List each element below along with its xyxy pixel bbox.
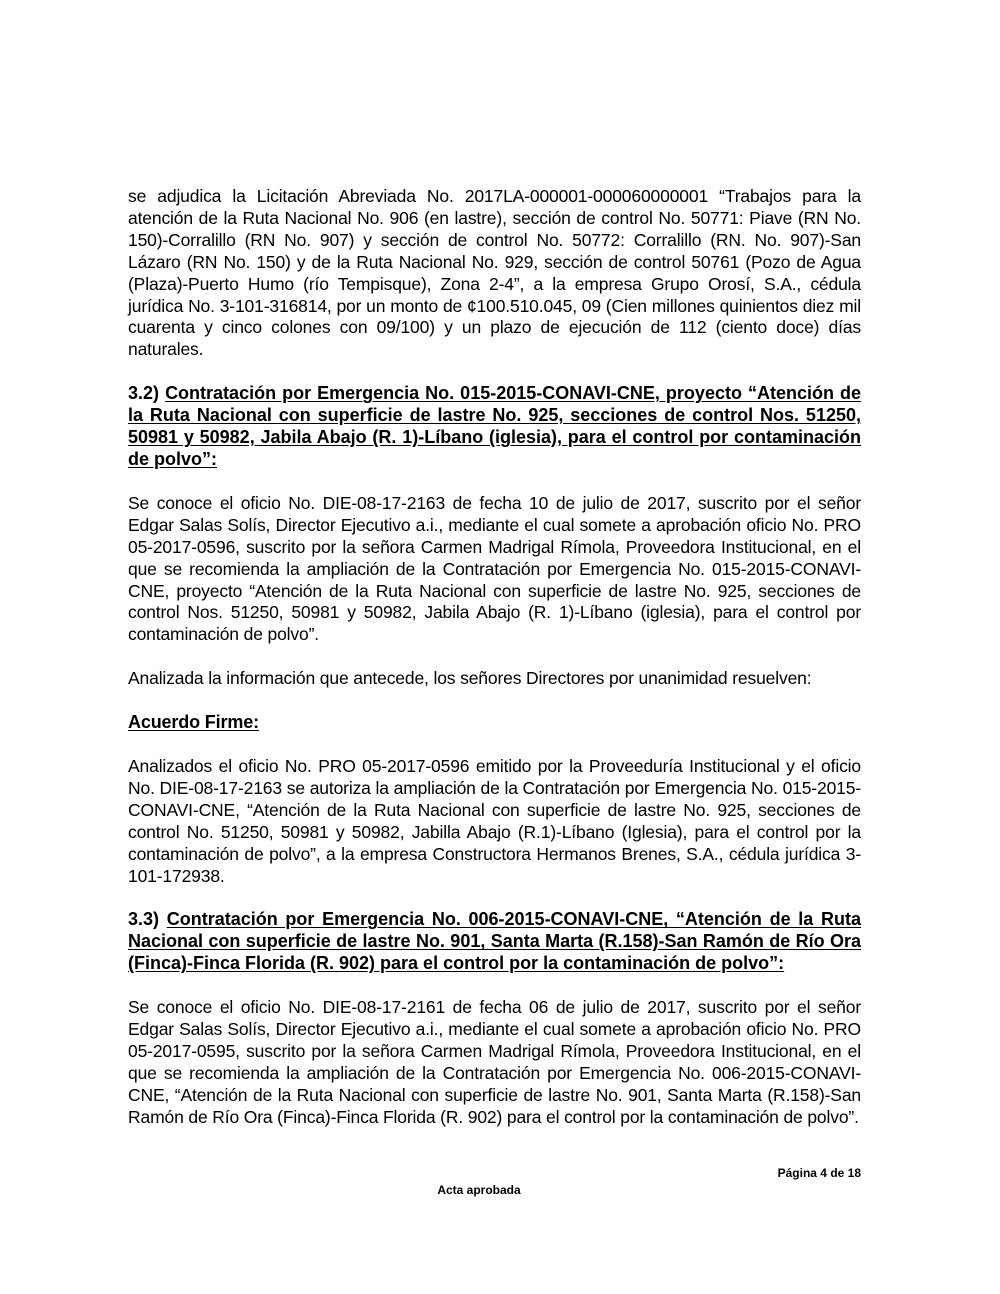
section-number: 3.3) [128,909,160,930]
paragraph-oficio-2163: Se conoce el oficio No. DIE-08-17-2163 de fecha 10 de julio de 2017, suscrito por el señor Edgar Salas Solís, Director Ejecutivo a.i., mediante el cual somete a aprobación oficio No. PRO 05-2017-0596, suscrito por la señora Carmen Madrigal Rímola, Proveedora Institucional, en el que se recomienda la ampliación de la Contratación por Emergencia No. 015-2015-CONAVI-CNE, proyecto “Atención de la Ruta Nacional con superficie de lastre No. 925, secciones de control Nos. 51250, 50981 y 50982, Jabila Abajo (R. 1)-Líbano (iglesia), para el control por contaminación de polvo”. [128,492,861,645]
page-number: Página 4 de 18 [777,1166,861,1180]
paragraph-adjudicacion: se adjudica la Licitación Abreviada No. 2017LA-000001-000060000001 “Trabajos para la atención de la Ruta Nacional No. 906 (en lastre), sección de control No. 50771: Piave (RN No. 150)-Corralillo (RN No. 907) y sección de control No. 50772: Corralillo (RN. No. 907)-San Lázaro (RN No. 150) y de la Ruta Nacional No. 929, sección de control 50761 (Pozo de Agua (Plaza)-Puerto Humo (río Tempisque), Zona 2-4”, a la empresa Grupo Orosí, S.A., cédula jurídica No. 3-101-316814, por un monto de ¢100.510.045, 09 (Cien millones quinientos diez mil cuarenta y cinco colones con 09/100) y un plazo de ejecución de 112 (ciento doce) días naturales. [128,186,861,360]
acuerdo-firme-label: Acuerdo Firme: [128,712,259,733]
acuerdo-firme-heading [128,712,861,734]
section-number: 3.2) [128,383,160,404]
document-body [128,186,861,1129]
section-title: Contratación por Emergencia No. 006-2015-CONAVI-CNE, “Atención de la Ruta Nacional con superficie de lastre No. 901, Santa Marta (R.158)-San Ramón de Río Ora (Finca)-Finca Florida (R. 902) para el control por la contaminación de polvo”: [128,909,861,974]
paragraph-analizada: Analizada la información que antecede, los señores Directores por unanimidad resuelven: [128,668,812,689]
section-heading-3-2 [128,383,861,471]
section-heading-3-3 [128,909,861,975]
section-title: Contratación por Emergencia No. 015-2015-CONAVI-CNE, proyecto “Atención de la Ruta Nacional con superficie de lastre No. 925, secciones de control Nos. 51250, 50981 y 50982, Jabila Abajo (R. 1)-Líbano (iglesia), para el control por contaminación de polvo”: [128,383,861,469]
document-status: Acta aprobada [437,1183,521,1197]
paragraph-acuerdo: Analizados el oficio No. PRO 05-2017-0596 emitido por la Proveeduría Institucional y el oficio No. DIE-08-17-2163 se autoriza la ampliación de la Contratación por Emergencia No. 015-2015-CONAVI-CNE, “Atención de la Ruta Nacional con superficie de lastre No. 925, secciones de control No. 51250, 50981 y 50982, Jabilla Abajo (R.1)-Líbano (Iglesia), para el control por la contaminación de polvo”, a la empresa Constructora Hermanos Brenes, S.A., cédula jurídica 3-101-172938. [128,756,861,886]
paragraph-oficio-2161: Se conoce el oficio No. DIE-08-17-2161 de fecha 06 de julio de 2017, suscrito por el señor Edgar Salas Solís, Director Ejecutivo a.i., mediante el cual somete a aprobación oficio No. PRO 05-2017-0595, suscrito por la señora Carmen Madrigal Rímola, Proveedora Institucional, en el que se recomienda la ampliación de la Contratación por Emergencia No. 006-2015-CONAVI-CNE, “Atención de la Ruta Nacional con superficie de lastre No. 901, Santa Marta (R.158)-San Ramón de Río Ora (Finca)-Finca Florida (R. 902) para el control por la contaminación de polvo”. [128,997,861,1127]
